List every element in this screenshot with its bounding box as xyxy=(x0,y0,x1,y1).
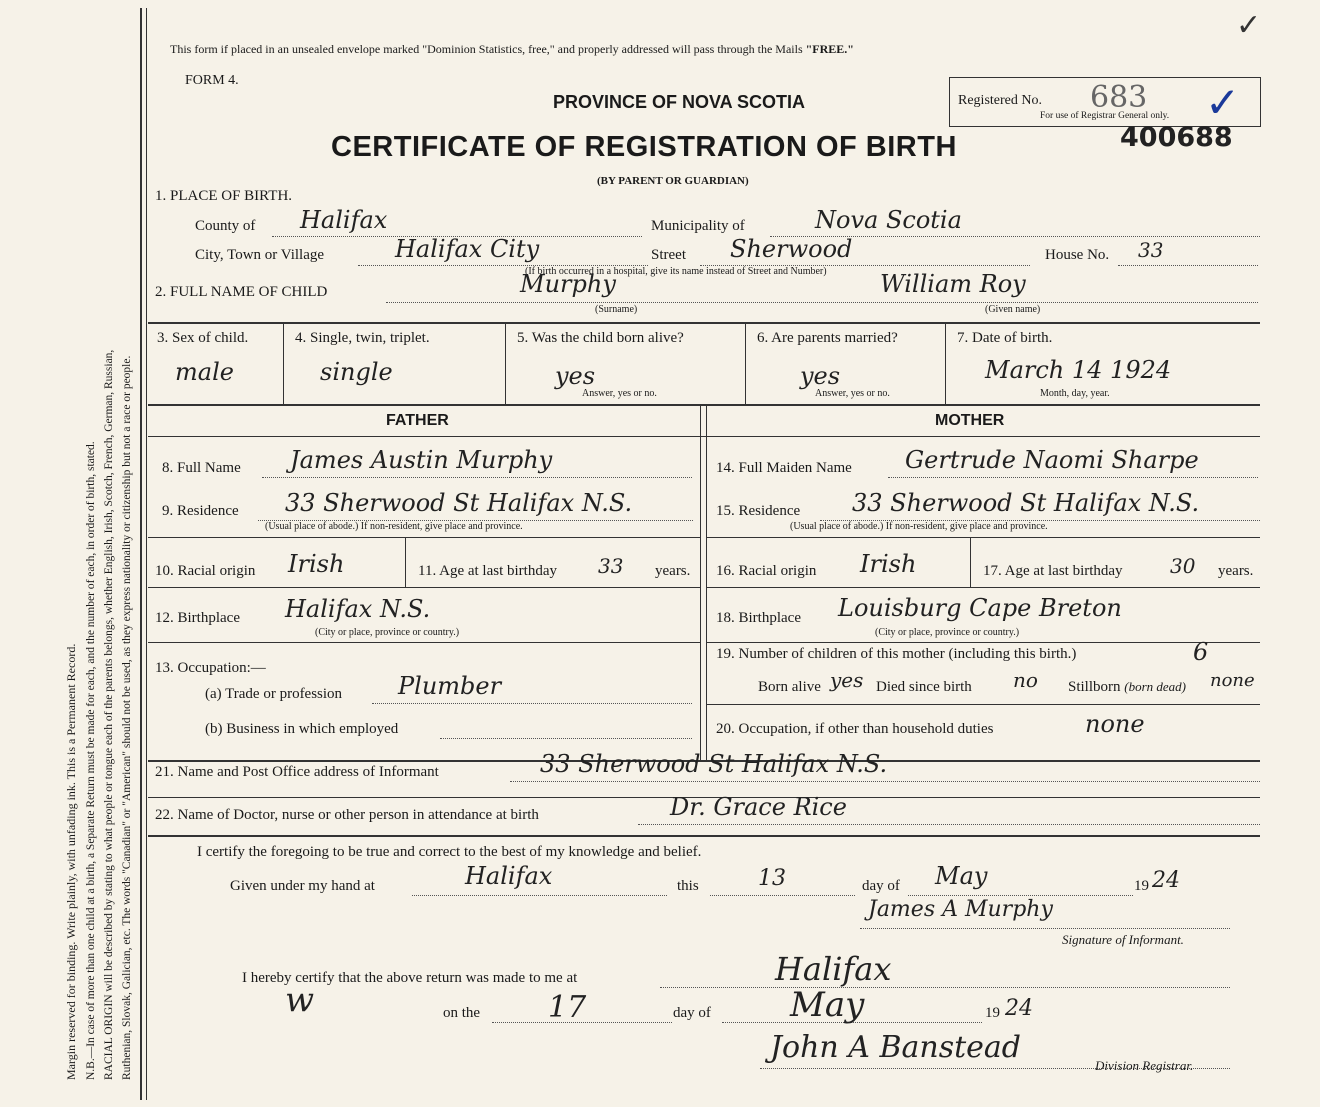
registrar-day-of-label: day of xyxy=(673,1005,711,1021)
mother-residence-caption: (Usual place of abode.) If non-resident, give place and province. xyxy=(790,521,1048,532)
mother-birthplace-rule xyxy=(706,642,1260,643)
checkmark-icon: ✓ xyxy=(1205,78,1241,127)
mail-note-text: This form if placed in an unsealed envelope marked "Dominion Statistics, free," and properly addressed will pass through the Mails xyxy=(170,42,806,56)
street-label: Street xyxy=(651,247,686,263)
county-label: County of xyxy=(195,218,256,234)
father-birthplace-rule xyxy=(148,642,700,643)
informant-value: 33 Sherwood St Halifax N.S. xyxy=(540,750,888,778)
mother-residence-rule xyxy=(706,537,1260,538)
father-years: years. xyxy=(655,563,691,579)
registrar-year-prefix: 19 xyxy=(985,1005,1000,1021)
registrar-place-line xyxy=(660,987,1230,988)
row3-div3 xyxy=(745,322,746,404)
father-residence-value: 33 Sherwood St Halifax N.S. xyxy=(285,489,633,517)
registrar-only-note: For use of Registrar General only. xyxy=(1040,111,1170,121)
registered-box xyxy=(949,77,1261,127)
child-given-value: William Roy xyxy=(880,270,1026,298)
house-label: House No. xyxy=(1045,247,1110,263)
child-surname-value: Murphy xyxy=(520,270,616,298)
plurality-label: 4. Single, twin, triplet. xyxy=(295,330,430,346)
given-under-label: Given under my hand at xyxy=(230,878,375,894)
racial-note-1: RACIAL ORIGIN will be described by stating to what people or tongue each of the parents belongs, whether English, Irish, Scotch, French, German, Russian, xyxy=(103,349,115,1080)
given-day-line xyxy=(710,895,855,896)
row3-div2 xyxy=(505,322,506,404)
given-place-line xyxy=(412,895,667,896)
father-racial-rule xyxy=(148,587,700,588)
signature-caption: Signature of Informant. xyxy=(1062,932,1184,947)
house-value: 33 xyxy=(1138,238,1164,262)
father-birthplace-value: Halifax N.S. xyxy=(285,595,431,623)
children-count-label: 19. Number of children of this mother (including this birth.) xyxy=(716,646,1077,662)
child-name-label: 2. FULL NAME OF CHILD xyxy=(155,284,328,300)
province-heading: PROVINCE OF NOVA SCOTIA xyxy=(553,92,806,112)
mother-racial-divider xyxy=(970,537,971,587)
mother-residence-value: 33 Sherwood St Halifax N.S. xyxy=(852,489,1200,517)
mother-name-value: Gertrude Naomi Sharpe xyxy=(905,446,1199,474)
father-residence-rule xyxy=(148,537,700,538)
mother-birthplace-value: Louisburg Cape Breton xyxy=(838,594,1122,622)
alive-answer-caption: Answer, yes or no. xyxy=(582,388,657,399)
surname-caption: (Surname) xyxy=(595,304,638,315)
father-name-line xyxy=(262,477,692,478)
father-heading: FATHER xyxy=(386,412,449,429)
informant-signature: James A Murphy xyxy=(868,897,1053,922)
father-name-value: James Austin Murphy xyxy=(290,446,553,474)
registrar-caption: Division Registrar. xyxy=(1095,1058,1194,1073)
city-label: City, Town or Village xyxy=(195,247,325,263)
registrar-month-value: May xyxy=(790,985,865,1025)
mother-name-label: 14. Full Maiden Name xyxy=(716,460,852,476)
father-racial-label: 10. Racial origin xyxy=(155,563,256,579)
row3-div4 xyxy=(945,322,946,404)
child-name-line xyxy=(386,302,1258,303)
father-trade-value: Plumber xyxy=(398,672,502,700)
given-year-value: 24 xyxy=(1152,868,1180,893)
plurality-value: single xyxy=(320,358,393,386)
county-value: Halifax xyxy=(300,206,388,234)
given-place-value: Halifax xyxy=(465,862,553,890)
row3-bottom-rule xyxy=(148,404,1260,406)
father-residence-label: 9. Residence xyxy=(162,503,239,519)
stillborn-value: none xyxy=(1210,670,1255,691)
mother-years: years. xyxy=(1218,563,1254,579)
certify-text: I certify the foregoing to be true and correct to the best of my knowledge and belief. xyxy=(197,844,702,860)
mother-birthplace-label: 18. Birthplace xyxy=(716,610,801,626)
informant-label: 21. Name and Post Office address of Informant xyxy=(155,764,439,780)
dob-label: 7. Date of birth. xyxy=(957,330,1053,346)
registrar-certify-text: I hereby certify that the above return was made to me at xyxy=(242,970,578,986)
mother-occupation-label: 20. Occupation, if other than household duties xyxy=(716,721,994,737)
house-line xyxy=(1118,265,1258,266)
father-age-label: 11. Age at last birthday xyxy=(418,563,557,579)
children-count-value: 6 xyxy=(1193,638,1209,666)
given-day-value: 13 xyxy=(758,866,786,891)
mother-occupation-value: none xyxy=(1085,710,1145,738)
doctor-bottom-rule xyxy=(148,835,1260,837)
informant-signature-line xyxy=(860,928,1230,929)
father-business-label: (b) Business in which employed xyxy=(205,721,399,737)
mother-age-label: 17. Age at last birthday xyxy=(983,563,1123,579)
born-alive-count-value: yes xyxy=(830,668,864,692)
mother-children-rule xyxy=(706,704,1260,705)
sex-label: 3. Sex of child. xyxy=(157,330,249,346)
street-value: Sherwood xyxy=(730,235,853,263)
given-month-value: May xyxy=(935,862,988,890)
row3-div1 xyxy=(283,322,284,404)
certificate-title: CERTIFICATE OF REGISTRATION OF BIRTH xyxy=(331,131,957,163)
corner-check-icon: ✓ xyxy=(1236,8,1262,43)
margin-rule-2 xyxy=(146,8,147,1100)
day-of-label: day of xyxy=(862,878,900,894)
father-trade-line xyxy=(372,703,692,704)
binding-note: Margin reserved for binding. Write plainly, with unfading ink. This is a Permanent Record. xyxy=(64,643,78,1080)
registrar-year-value: 24 xyxy=(1005,996,1033,1021)
father-occupation-label: 13. Occupation:— xyxy=(155,660,266,676)
doctor-line xyxy=(638,824,1260,825)
mother-birthplace-caption: (City or place, province or country.) xyxy=(875,627,1020,638)
married-answer-caption: Answer, yes or no. xyxy=(815,388,890,399)
center-rule xyxy=(700,404,701,760)
given-month-line xyxy=(908,895,1133,896)
this-label: this xyxy=(677,878,699,894)
mother-heading: MOTHER xyxy=(935,412,1005,429)
father-age-value: 33 xyxy=(598,554,624,578)
dob-value: March 14 1924 xyxy=(985,356,1172,384)
father-residence-caption: (Usual place of abode.) If non-resident, give place and province. xyxy=(265,521,523,532)
dob-caption: Month, day, year. xyxy=(1040,388,1110,399)
informant-line xyxy=(510,781,1260,782)
mother-racial-label: 16. Racial origin xyxy=(716,563,817,579)
stamp-number: 400688 xyxy=(1120,122,1233,153)
father-birthplace-caption: (City or place, province or country.) xyxy=(315,627,460,638)
father-racial-value: Irish xyxy=(288,550,345,578)
married-label: 6. Are parents married? xyxy=(757,330,898,346)
racial-note-2: Ruthenian, Slovak, Galician, etc. The words "Canadian" or "American" should not be used, as they express nationality or citizenship but not a race or people. xyxy=(121,355,133,1080)
stillborn-note: (born dead) xyxy=(1124,679,1187,694)
registrar-day-value: 17 xyxy=(548,990,587,1025)
parents-head-rule xyxy=(148,436,1260,437)
margin-rule xyxy=(140,8,142,1100)
stillborn-label xyxy=(1068,679,1186,696)
row3-top-rule xyxy=(148,322,1260,324)
municipality-value: Nova Scotia xyxy=(815,206,962,234)
mother-name-line xyxy=(888,477,1258,478)
sex-value: male xyxy=(175,358,234,386)
municipality-label: Municipality of xyxy=(651,218,745,234)
mother-residence-label: 15. Residence xyxy=(716,503,801,519)
stillborn-label-text: Stillborn xyxy=(1068,679,1121,695)
registrar-signature: John A Banstead xyxy=(770,1030,1022,1065)
doctor-label: 22. Name of Doctor, nurse or other person in attendance at birth xyxy=(155,807,539,823)
father-business-line xyxy=(440,738,692,739)
married-value: yes xyxy=(800,362,841,390)
registrar-initial: w xyxy=(285,980,315,1020)
form-number: FORM 4. xyxy=(185,73,239,88)
mother-racial-value: Irish xyxy=(860,550,917,578)
father-racial-divider xyxy=(405,537,406,587)
registered-value: 683 xyxy=(1090,80,1148,115)
hospital-note: (If birth occurred in a hospital, give its name instead of Street and Number) xyxy=(525,266,827,277)
died-value: no xyxy=(1013,668,1038,692)
died-label: Died since birth xyxy=(876,679,972,695)
city-value: Halifax City xyxy=(395,235,540,263)
nb-note: N.B.—In case of more than one child at a birth, a Separate Return must be made for each, and the number of each, in order of birth, stated. xyxy=(85,441,97,1080)
given-caption: (Given name) xyxy=(985,304,1041,315)
center-rule-2 xyxy=(706,404,707,760)
born-alive-count-label: Born alive xyxy=(758,679,821,695)
certificate-subtitle: (BY PARENT OR GUARDIAN) xyxy=(597,175,749,187)
registrar-place-value: Halifax xyxy=(775,950,892,988)
born-alive-value: yes xyxy=(555,362,596,390)
doctor-value: Dr. Grace Rice xyxy=(670,793,847,821)
year-prefix: 19 xyxy=(1134,878,1149,894)
mother-age-value: 30 xyxy=(1170,554,1196,578)
mother-racial-rule xyxy=(706,587,1260,588)
father-birthplace-label: 12. Birthplace xyxy=(155,610,240,626)
place-of-birth-label: 1. PLACE OF BIRTH. xyxy=(155,188,293,204)
on-the-label: on the xyxy=(443,1005,481,1021)
father-name-label: 8. Full Name xyxy=(162,460,241,476)
registered-label: Registered No. xyxy=(958,93,1042,108)
father-trade-label: (a) Trade or profession xyxy=(205,686,343,702)
mail-note xyxy=(170,42,854,57)
born-alive-label: 5. Was the child born alive? xyxy=(517,330,684,346)
mail-note-free: "FREE." xyxy=(805,42,854,56)
